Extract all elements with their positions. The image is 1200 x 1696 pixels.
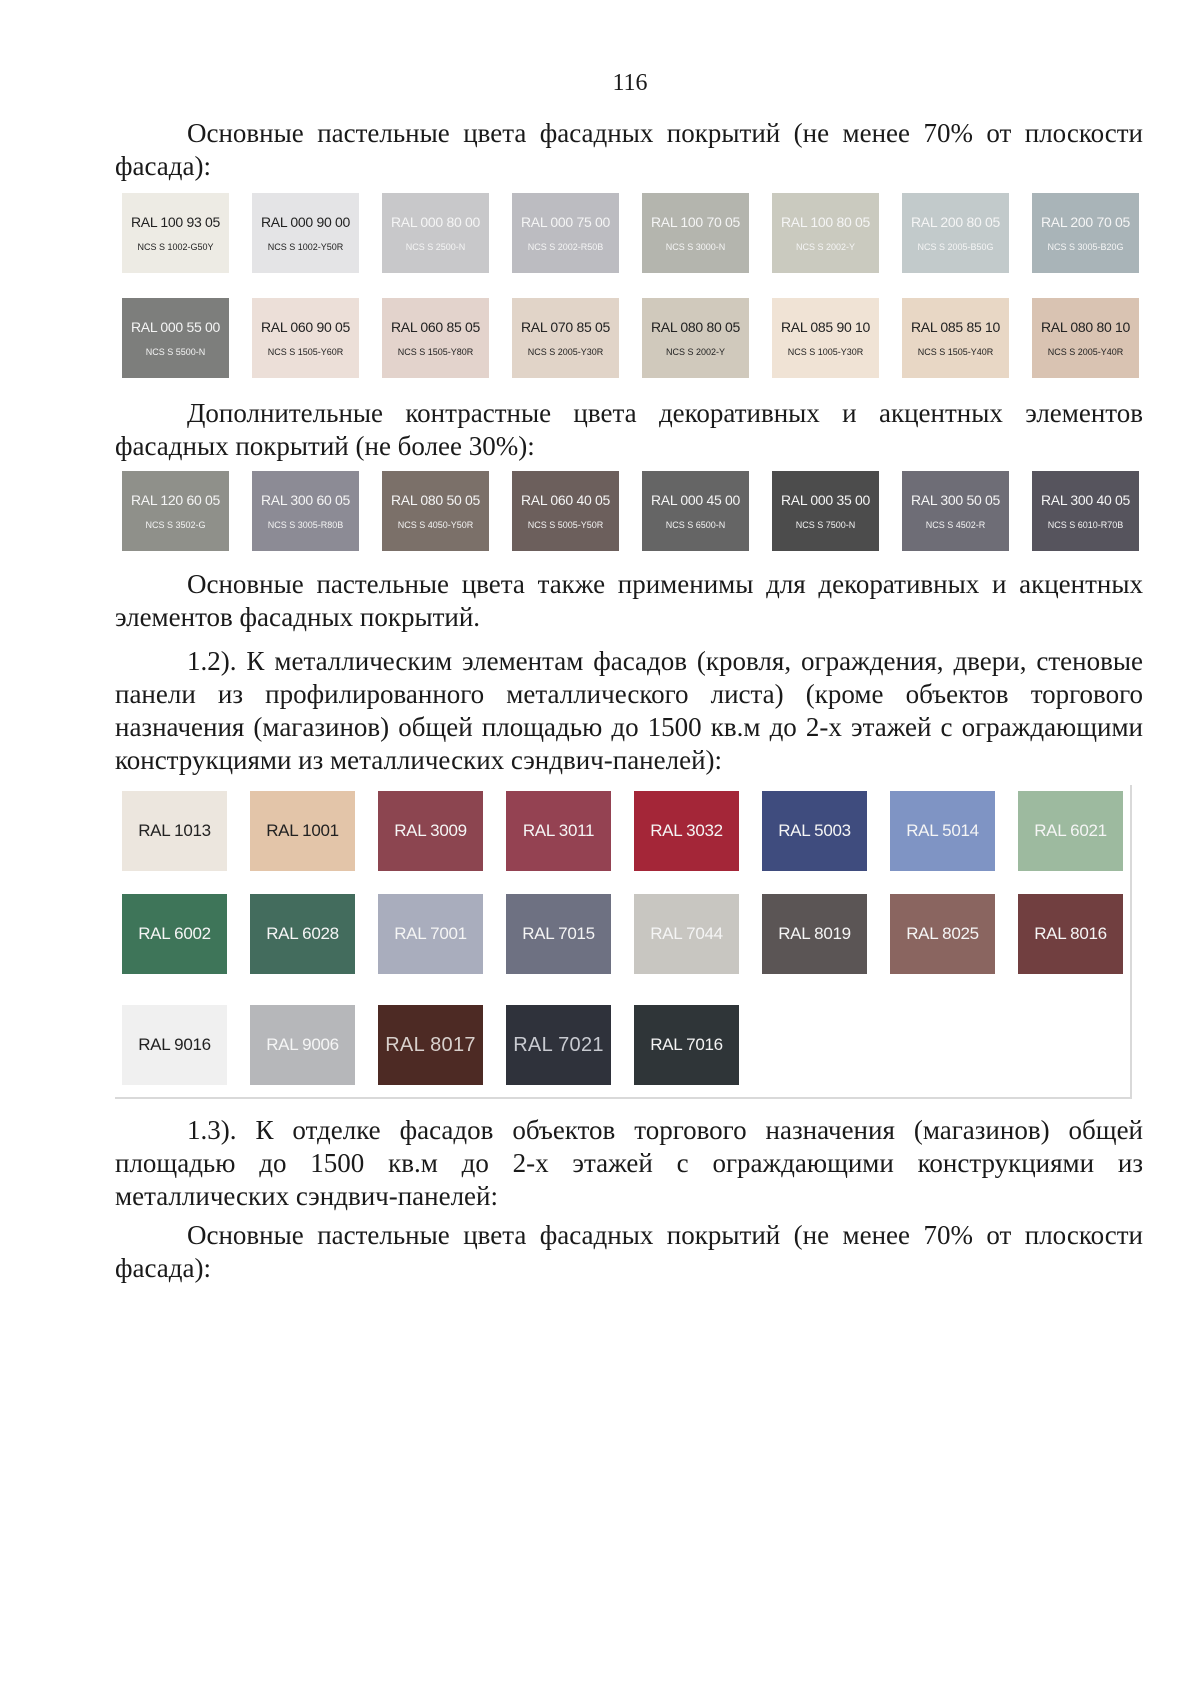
swatch-ral-code: RAL 300 50 05: [911, 492, 1000, 508]
color-swatch: [122, 298, 229, 378]
swatch-ral-code: RAL 100 93 05: [131, 214, 220, 230]
swatch-ral-code: RAL 100 70 05: [651, 214, 740, 230]
paragraph-section-1-2: 1.2). К металлическим элементам фасадов (кровля, ограждения, двери, стеновые панели из профилированного металлического листа) (кроме объектов торгового назначения (магазинов) общей площадью до 1500 кв.м до 2-х этажей с ограждающими конструкциями из металлических сэндвич-панелей):: [115, 646, 1143, 775]
swatch-ncs-code: NCS S 1505-Y80R: [397, 347, 474, 357]
swatch-ral-code: RAL 000 80 00: [391, 214, 480, 230]
swatch-ral-code: RAL 300 60 05: [261, 492, 350, 508]
color-swatch: [772, 471, 879, 551]
swatch-ral-code: RAL 060 40 05: [521, 492, 610, 508]
swatch-ral-code: RAL 5003: [778, 821, 851, 840]
paragraph-section-1-3: 1.3). К отделке фасадов объектов торгового назначения (магазинов) общей площадью до 1500 кв.м до 2-х этажей с ограждающими конструкциями из металлических сэндвич-панелей:: [115, 1115, 1143, 1211]
color-swatch: [382, 298, 489, 378]
swatch-ncs-code: NCS S 1005-Y30R: [787, 347, 864, 357]
swatch-ral-code: RAL 8025: [906, 924, 979, 943]
swatch-ral-code: RAL 080 80 05: [651, 319, 740, 335]
metal-color-swatch: [378, 894, 483, 974]
swatch-ral-code: RAL 9006: [266, 1035, 339, 1054]
swatch-ncs-code: NCS S 2500-N: [405, 242, 466, 252]
swatch-ncs-code: NCS S 3005-B20G: [1047, 242, 1124, 252]
swatch-ral-code: RAL 085 85 10: [911, 319, 1000, 335]
swatch-ral-code: RAL 060 85 05: [391, 319, 480, 335]
metal-color-swatch: [762, 894, 867, 974]
metal-color-swatch: [506, 791, 611, 871]
swatch-ral-code: RAL 1013: [138, 821, 211, 840]
metal-color-swatch: [122, 894, 227, 974]
swatch-ncs-code: NCS S 7500-N: [795, 520, 856, 530]
swatch-ral-code: RAL 070 85 05: [521, 319, 610, 335]
swatch-ncs-code: NCS S 2002-Y: [795, 242, 856, 252]
color-swatch: [642, 193, 749, 273]
paragraph-pastel-intro: Основные пастельные цвета фасадных покрытий (не менее 70% от плоскости фасада):: [115, 118, 1143, 181]
swatch-ral-code: RAL 3009: [394, 821, 467, 840]
swatch-ncs-code: NCS S 2005-B50G: [917, 242, 994, 252]
swatch-ral-code: RAL 7001: [394, 924, 467, 943]
swatch-ral-code: RAL 300 40 05: [1041, 492, 1130, 508]
metal-color-swatch: [506, 894, 611, 974]
metal-color-swatch: [1018, 894, 1123, 974]
swatch-ncs-code: NCS S 5500-N: [145, 347, 206, 357]
swatch-ncs-code: NCS S 2002-R50B: [527, 242, 604, 252]
swatch-ral-code: RAL 120 60 05: [131, 492, 220, 508]
swatch-ncs-code: NCS S 3502-G: [145, 520, 206, 530]
paragraph-pastel-intro-repeat: Основные пастельные цвета фасадных покрытий (не менее 70% от плоскости фасада):: [115, 1220, 1143, 1283]
color-swatch: [252, 471, 359, 551]
swatch-ral-code: RAL 8019: [778, 924, 851, 943]
color-swatch: [642, 298, 749, 378]
metal-color-swatch: [890, 894, 995, 974]
swatch-ral-code: RAL 8016: [1034, 924, 1107, 943]
swatch-ral-code: RAL 000 45 00: [651, 492, 740, 508]
swatch-ncs-code: NCS S 4050-Y50R: [397, 520, 474, 530]
swatch-ncs-code: NCS S 1002-G50Y: [137, 242, 214, 252]
color-swatch: [382, 193, 489, 273]
color-swatch: [512, 193, 619, 273]
metal-swatches-panel: [115, 785, 1132, 1099]
swatch-ral-code: RAL 7021: [513, 1033, 604, 1056]
color-swatch: [512, 298, 619, 378]
color-swatch: [382, 471, 489, 551]
swatch-ncs-code: NCS S 3005-R80B: [267, 520, 344, 530]
page-number: 116: [612, 70, 648, 96]
metal-color-swatch: [378, 1005, 483, 1085]
paragraph-pastel-applicability: Основные пастельные цвета также применимы для декоративных и акцентных элементов фасадных покрытий.: [115, 569, 1143, 632]
swatch-ncs-code: NCS S 3000-N: [665, 242, 726, 252]
color-swatch: [1032, 298, 1139, 378]
swatch-ral-code: RAL 7016: [650, 1035, 723, 1054]
color-swatch: [252, 298, 359, 378]
swatch-ral-code: RAL 6021: [1034, 821, 1107, 840]
metal-swatches-grid: [122, 791, 1123, 1085]
swatch-ncs-code: NCS S 6500-N: [665, 520, 726, 530]
swatch-ral-code: RAL 6028: [266, 924, 339, 943]
metal-color-swatch: [250, 1005, 355, 1085]
pastel-swatches-row-1: [122, 193, 1142, 273]
swatch-ral-code: RAL 3011: [522, 821, 595, 840]
color-swatch: [252, 193, 359, 273]
color-swatch: [1032, 471, 1139, 551]
color-swatch: [902, 471, 1009, 551]
swatch-ncs-code: NCS S 2005-Y40R: [1047, 347, 1124, 357]
metal-color-swatch: [250, 791, 355, 871]
metal-color-swatch: [762, 791, 867, 871]
metal-color-swatch: [506, 1005, 611, 1085]
color-swatch: [902, 298, 1009, 378]
swatch-ncs-code: NCS S 5005-Y50R: [527, 520, 604, 530]
swatch-ral-code: RAL 200 70 05: [1041, 214, 1130, 230]
color-swatch: [642, 471, 749, 551]
swatch-ral-code: RAL 1001: [266, 821, 339, 840]
swatch-ncs-code: NCS S 2002-Y: [665, 347, 726, 357]
swatch-ral-code: RAL 080 80 10: [1041, 319, 1130, 335]
swatch-ral-code: RAL 7044: [650, 924, 723, 943]
color-swatch: [122, 471, 229, 551]
swatch-ncs-code: NCS S 1505-Y60R: [267, 347, 344, 357]
color-swatch: [1032, 193, 1139, 273]
swatch-ral-code: RAL 000 55 00: [131, 319, 220, 335]
color-swatch: [902, 193, 1009, 273]
color-swatch: [512, 471, 619, 551]
pastel-swatches-row-2: [122, 298, 1142, 378]
swatch-ral-code: RAL 6002: [138, 924, 211, 943]
swatch-ncs-code: NCS S 1505-Y40R: [917, 347, 994, 357]
swatch-ral-code: RAL 3032: [650, 821, 723, 840]
swatch-ral-code: RAL 100 80 05: [781, 214, 870, 230]
swatch-ral-code: RAL 7015: [522, 924, 595, 943]
metal-color-swatch: [122, 1005, 227, 1085]
swatch-ral-code: RAL 000 75 00: [521, 214, 610, 230]
swatch-ral-code: RAL 080 50 05: [391, 492, 480, 508]
swatch-ral-code: RAL 085 90 10: [781, 319, 870, 335]
metal-color-swatch: [634, 894, 739, 974]
swatch-ral-code: RAL 9016: [138, 1035, 211, 1054]
metal-color-swatch: [634, 1005, 739, 1085]
swatch-ral-code: RAL 000 90 00: [261, 214, 350, 230]
swatch-ral-code: RAL 000 35 00: [781, 492, 870, 508]
color-swatch: [122, 193, 229, 273]
metal-color-swatch: [122, 791, 227, 871]
swatch-ncs-code: NCS S 6010-R70B: [1047, 520, 1124, 530]
color-swatch: [772, 298, 879, 378]
swatch-ral-code: RAL 8017: [385, 1033, 476, 1056]
swatch-ncs-code: NCS S 2005-Y30R: [527, 347, 604, 357]
metal-color-swatch: [378, 791, 483, 871]
metal-color-swatch: [1018, 791, 1123, 871]
color-swatch: [772, 193, 879, 273]
metal-color-swatch: [890, 791, 995, 871]
swatch-ral-code: RAL 5014: [906, 821, 979, 840]
metal-color-swatch: [250, 894, 355, 974]
contrast-swatches-row: [122, 471, 1142, 551]
swatch-ncs-code: NCS S 4502-R: [925, 520, 986, 530]
swatch-ncs-code: NCS S 1002-Y50R: [267, 242, 344, 252]
swatch-ral-code: RAL 200 80 05: [911, 214, 1000, 230]
paragraph-contrast-intro: Дополнительные контрастные цвета декоративных и акцентных элементов фасадных покрытий (не более 30%):: [115, 398, 1143, 461]
swatch-ral-code: RAL 060 90 05: [261, 319, 350, 335]
metal-color-swatch: [634, 791, 739, 871]
